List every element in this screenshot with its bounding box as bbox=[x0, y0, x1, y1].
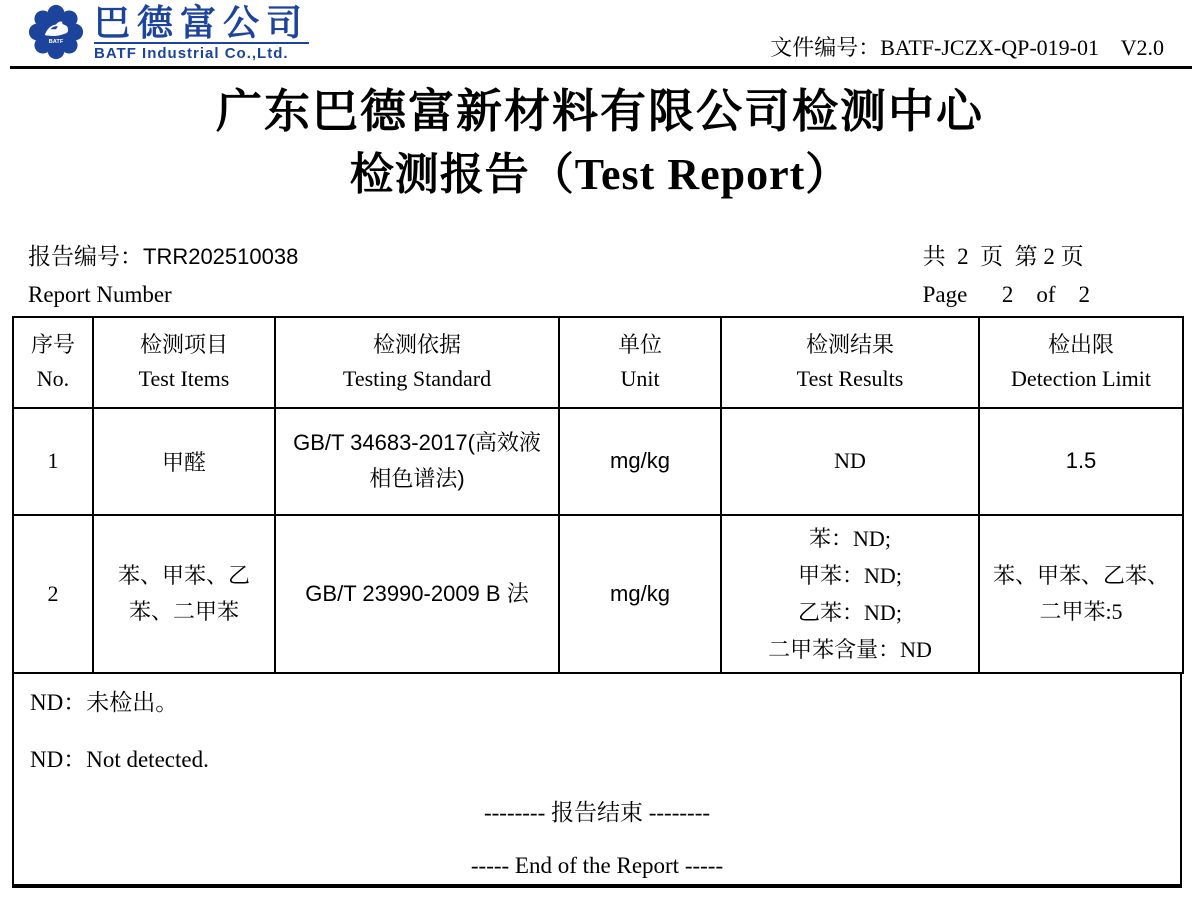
page-count-en: Page 2 of 2 bbox=[922, 281, 1090, 307]
row2-result-xylene: 二甲苯含量：ND bbox=[768, 636, 932, 662]
header-results-cn: 检测结果 bbox=[805, 332, 894, 357]
report-title: 检测报告（Test Report） bbox=[349, 149, 851, 199]
row2-limit: 苯、甲苯、乙苯、二甲苯:5 bbox=[979, 515, 1183, 673]
report-number-block bbox=[28, 242, 298, 310]
svg-text:BATF: BATF bbox=[48, 39, 64, 46]
row2-standard: GB/T 23990-2009 B 法 bbox=[275, 515, 559, 673]
header-items-en: Test Items bbox=[138, 366, 230, 391]
logo-company-name-cn: 巴德富公司 bbox=[94, 2, 310, 43]
report-info bbox=[28, 242, 1090, 310]
row2-results bbox=[721, 515, 979, 673]
end-of-report-cn: -------- 报告结束 -------- bbox=[483, 799, 711, 825]
row2-item: 苯、甲苯、乙苯、二甲苯 bbox=[93, 515, 275, 673]
table-row bbox=[13, 515, 1183, 673]
page-count-block bbox=[923, 242, 1090, 310]
header-results-en: Test Results bbox=[796, 366, 904, 391]
header-limit-cn: 检出限 bbox=[1047, 332, 1114, 357]
report-number-line bbox=[28, 242, 298, 272]
report-number-value: TRR202510038 bbox=[143, 243, 299, 269]
row1-limit: 1.5 bbox=[979, 408, 1183, 515]
row1-no: 1 bbox=[13, 408, 93, 515]
row2-result-ethylbenzene: 乙苯：ND; bbox=[798, 599, 902, 625]
document-number: 文件编号：BATF-JCZX-QP-019-01 V2.0 bbox=[770, 35, 1164, 60]
batf-flower-logo-icon bbox=[28, 4, 84, 60]
row2-result-toluene: 甲苯：ND; bbox=[798, 562, 902, 588]
page-header bbox=[10, 0, 1192, 69]
header-cell-limit bbox=[979, 317, 1183, 408]
header-items-cn: 检测项目 bbox=[139, 332, 228, 357]
header-no-cn: 序号 bbox=[30, 332, 75, 357]
header-unit-cn: 单位 bbox=[617, 332, 662, 357]
header-cell-items bbox=[93, 317, 275, 408]
report-number-label-en: Report Number bbox=[28, 281, 172, 307]
notes-section bbox=[12, 672, 1182, 888]
header-unit-en: Unit bbox=[620, 366, 660, 391]
nd-note-cn: ND：未检出。 bbox=[30, 689, 179, 715]
report-number-label: 报告编号： bbox=[28, 243, 143, 269]
row1-item: 甲醛 bbox=[93, 408, 275, 515]
row2-result-benzene: 苯：ND; bbox=[809, 525, 891, 551]
company-logo bbox=[28, 4, 309, 62]
header-cell-no bbox=[13, 317, 93, 408]
header-standard-en: Testing Standard bbox=[342, 366, 492, 391]
header-limit-en: Detection Limit bbox=[1011, 366, 1151, 391]
table-row bbox=[13, 408, 1183, 515]
header-cell-unit bbox=[559, 317, 721, 408]
header-standard-cn: 检测依据 bbox=[372, 332, 461, 357]
logo-company-name-en: BATF Industrial Co.,Ltd. bbox=[94, 42, 309, 62]
row2-unit: mg/kg bbox=[559, 515, 721, 673]
row1-standard: GB/T 34683-2017(高效液相色谱法) bbox=[275, 408, 559, 515]
header-cell-standard bbox=[275, 317, 559, 408]
title-block bbox=[0, 83, 1200, 202]
header-no-en: No. bbox=[36, 366, 70, 391]
company-title: 广东巴德富新材料有限公司检测中心 bbox=[216, 86, 984, 137]
test-results-table bbox=[12, 316, 1184, 674]
logo-text-block bbox=[94, 4, 309, 62]
row1-unit: mg/kg bbox=[559, 408, 721, 515]
header-cell-results bbox=[721, 317, 979, 408]
page-count-cn: 共 2 页 第 2 页 bbox=[922, 243, 1084, 269]
row1-result: ND bbox=[721, 408, 979, 515]
nd-note-en: ND：Not detected. bbox=[30, 746, 209, 772]
end-of-report-en: ----- End of the Report ----- bbox=[470, 852, 724, 878]
row2-no: 2 bbox=[13, 515, 93, 673]
table-header-row bbox=[13, 317, 1183, 408]
